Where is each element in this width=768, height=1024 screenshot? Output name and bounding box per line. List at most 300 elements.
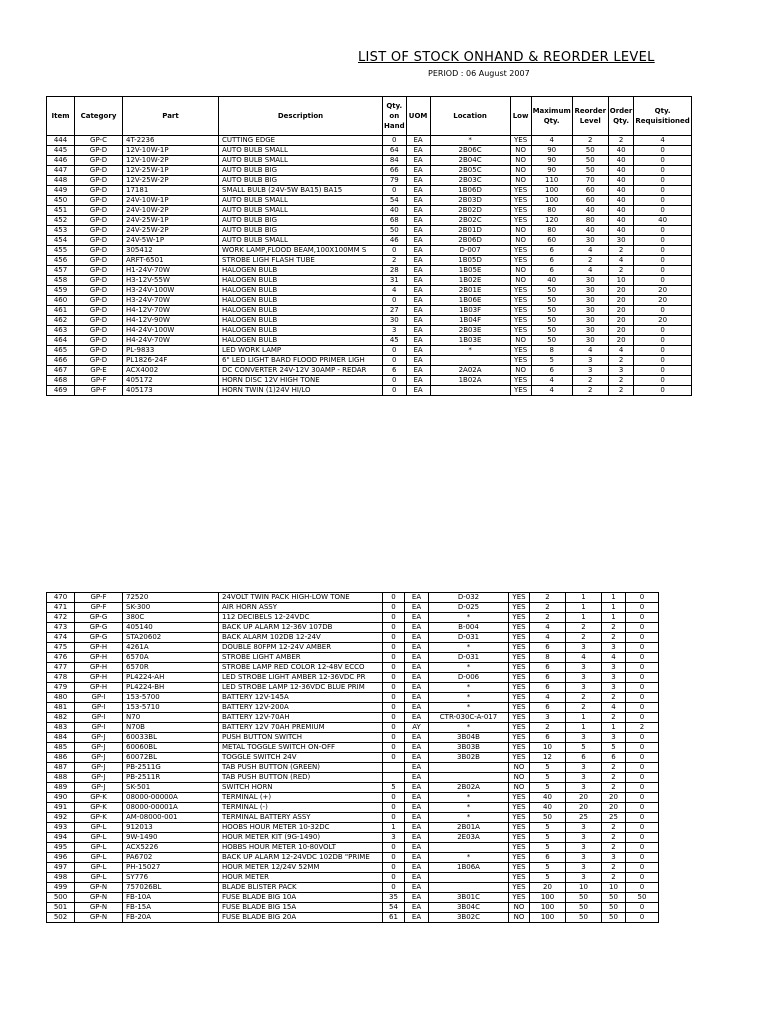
cell-order-qty: 1 xyxy=(602,593,626,603)
cell-low: YES xyxy=(510,186,531,196)
cell-category: GP-I xyxy=(75,693,123,703)
cell-category: GP-C xyxy=(75,136,123,146)
cell-low: YES xyxy=(510,326,531,336)
cell-qty-on-hand: 0 xyxy=(383,136,407,146)
cell-category: GP-L xyxy=(75,843,123,853)
cell-uom: EA xyxy=(405,633,429,643)
cell-part: 24V-25W-2P xyxy=(123,226,219,236)
cell-order-qty: 20 xyxy=(608,286,634,296)
cell-item: 449 xyxy=(47,186,75,196)
cell-order-qty: 3 xyxy=(602,673,626,683)
cell-reorder-level: 2 xyxy=(572,376,608,386)
cell-description: AUTO BULB SMALL xyxy=(219,206,383,216)
cell-description: HORN TWIN (1)24V HI/LO xyxy=(219,386,383,396)
table-row xyxy=(47,336,692,346)
cell-part: 24V-25W-1P xyxy=(123,216,219,226)
cell-reorder-level: 2 xyxy=(566,633,602,643)
cell-maximum-qty: 4 xyxy=(530,693,566,703)
cell-low: YES xyxy=(509,843,530,853)
cell-description: PUSH BUTTON SWITCH xyxy=(219,733,383,743)
cell-item: 485 xyxy=(47,743,75,753)
cell-description: FUSE BLADE BIG 20A xyxy=(219,913,383,923)
cell-item: 480 xyxy=(47,693,75,703)
cell-item: 493 xyxy=(47,823,75,833)
cell-description: HALOGEN BULB xyxy=(219,276,383,286)
column-header-qty-on-hand: Qty. on Hand xyxy=(383,97,407,136)
cell-low: NO xyxy=(510,146,531,156)
cell-location: D-006 xyxy=(429,673,509,683)
cell-location: 2B03C xyxy=(430,176,510,186)
cell-qty-on-hand: 61 xyxy=(383,913,405,923)
cell-category: GP-D xyxy=(75,166,123,176)
cell-uom: EA xyxy=(406,286,430,296)
table-header-row xyxy=(47,97,692,136)
cell-qty-on-hand: 0 xyxy=(383,743,405,753)
cell-low: YES xyxy=(509,643,530,653)
cell-category: GP-D xyxy=(75,256,123,266)
cell-uom: EA xyxy=(405,843,429,853)
cell-location: * xyxy=(429,693,509,703)
cell-maximum-qty: 50 xyxy=(531,306,572,316)
cell-order-qty: 25 xyxy=(602,813,626,823)
cell-low: YES xyxy=(509,673,530,683)
cell-uom: EA xyxy=(406,156,430,166)
table-row xyxy=(47,883,659,893)
cell-category: GP-D xyxy=(75,186,123,196)
cell-category: GP-J xyxy=(75,733,123,743)
cell-qty-requisitioned: 0 xyxy=(626,873,659,883)
cell-description: HALOGEN BULB xyxy=(219,306,383,316)
cell-qty-requisitioned: 0 xyxy=(626,683,659,693)
cell-low: YES xyxy=(509,893,530,903)
cell-order-qty: 40 xyxy=(608,206,634,216)
cell-order-qty: 20 xyxy=(602,803,626,813)
cell-order-qty: 2 xyxy=(608,376,634,386)
cell-qty-on-hand: 0 xyxy=(383,356,407,366)
cell-maximum-qty: 6 xyxy=(530,663,566,673)
cell-part: 6570R xyxy=(123,663,219,673)
cell-low: YES xyxy=(509,683,530,693)
cell-uom: EA xyxy=(405,733,429,743)
cell-location: 2B02C xyxy=(430,216,510,226)
cell-part: ACX5226 xyxy=(123,843,219,853)
cell-description: HALOGEN BULB xyxy=(219,266,383,276)
cell-location: 3B03B xyxy=(429,743,509,753)
cell-part: PL-9833 xyxy=(123,346,219,356)
cell-reorder-level: 40 xyxy=(572,206,608,216)
cell-part: 305412 xyxy=(123,246,219,256)
cell-reorder-level: 2 xyxy=(572,386,608,396)
cell-uom: EA xyxy=(406,346,430,356)
cell-uom: EA xyxy=(406,376,430,386)
cell-category: GP-J xyxy=(75,783,123,793)
cell-category: GP-D xyxy=(75,286,123,296)
cell-qty-requisitioned: 0 xyxy=(626,833,659,843)
cell-part: SK-300 xyxy=(123,603,219,613)
cell-low: YES xyxy=(510,376,531,386)
cell-category: GP-D xyxy=(75,216,123,226)
cell-qty-on-hand: 4 xyxy=(383,286,407,296)
cell-category: GP-D xyxy=(75,246,123,256)
cell-order-qty: 5 xyxy=(602,743,626,753)
cell-order-qty: 40 xyxy=(608,196,634,206)
table-row xyxy=(47,773,659,783)
cell-uom: EA xyxy=(405,803,429,813)
cell-order-qty: 30 xyxy=(608,236,634,246)
table-row xyxy=(47,196,692,206)
cell-reorder-level: 30 xyxy=(572,306,608,316)
cell-reorder-level: 2 xyxy=(572,256,608,266)
cell-category: GP-D xyxy=(75,196,123,206)
cell-item: 484 xyxy=(47,733,75,743)
cell-description: HOBBS HOUR METER 10-80VOLT xyxy=(219,843,383,853)
cell-uom: EA xyxy=(405,643,429,653)
cell-uom: EA xyxy=(405,773,429,783)
cell-maximum-qty: 8 xyxy=(531,346,572,356)
cell-uom: EA xyxy=(406,256,430,266)
cell-part: 6570A xyxy=(123,653,219,663)
cell-reorder-level: 4 xyxy=(566,653,602,663)
column-header-order-qty: Order Qty. xyxy=(608,97,634,136)
column-header-maximum-qty: Maximum Qty. xyxy=(531,97,572,136)
cell-uom: EA xyxy=(406,276,430,286)
cell-location: 1B03F xyxy=(430,306,510,316)
cell-category: GP-J xyxy=(75,763,123,773)
cell-reorder-level: 1 xyxy=(566,713,602,723)
table-row xyxy=(47,176,692,186)
table-row xyxy=(47,316,692,326)
cell-description: STROBE LIGHT AMBER xyxy=(219,653,383,663)
cell-qty-requisitioned: 0 xyxy=(634,306,691,316)
cell-part: 405173 xyxy=(123,386,219,396)
cell-qty-requisitioned: 0 xyxy=(626,643,659,653)
table-row xyxy=(47,166,692,176)
cell-order-qty: 4 xyxy=(608,256,634,266)
page-title: LIST OF STOCK ONHAND & REORDER LEVEL xyxy=(358,50,655,65)
table-row xyxy=(47,136,692,146)
cell-reorder-level: 3 xyxy=(566,673,602,683)
cell-part: 08000-00000A xyxy=(123,793,219,803)
cell-location xyxy=(429,873,509,883)
cell-qty-on-hand: 66 xyxy=(383,166,407,176)
cell-uom: EA xyxy=(406,236,430,246)
cell-part: H3-12V-55W xyxy=(123,276,219,286)
table-row xyxy=(47,643,659,653)
cell-location: 2B01D xyxy=(430,226,510,236)
cell-qty-requisitioned: 0 xyxy=(626,743,659,753)
cell-item: 498 xyxy=(47,873,75,883)
cell-item: 458 xyxy=(47,276,75,286)
cell-description: HALOGEN BULB xyxy=(219,326,383,336)
cell-low: YES xyxy=(510,256,531,266)
table-row xyxy=(47,873,659,883)
cell-low: YES xyxy=(510,196,531,206)
cell-qty-on-hand: 79 xyxy=(383,176,407,186)
cell-qty-requisitioned: 50 xyxy=(626,893,659,903)
report-period: PERIOD : 06 August 2007 xyxy=(428,69,530,78)
cell-location: 2B06D xyxy=(430,236,510,246)
cell-category: GP-D xyxy=(75,356,123,366)
table-row xyxy=(47,713,659,723)
cell-qty-on-hand: 0 xyxy=(383,623,405,633)
cell-maximum-qty: 6 xyxy=(530,733,566,743)
cell-category: GP-I xyxy=(75,703,123,713)
table-row xyxy=(47,753,659,763)
cell-description: DOUBLE 80FPM 12-24V AMBER xyxy=(219,643,383,653)
cell-location: 2B01E xyxy=(430,286,510,296)
cell-reorder-level: 3 xyxy=(572,366,608,376)
cell-description: HOOBS HOUR METER 10-32DC xyxy=(219,823,383,833)
cell-qty-on-hand: 2 xyxy=(383,256,407,266)
cell-qty-on-hand: 0 xyxy=(383,296,407,306)
cell-qty-requisitioned: 0 xyxy=(626,913,659,923)
cell-order-qty: 2 xyxy=(602,863,626,873)
cell-maximum-qty: 100 xyxy=(530,903,566,913)
cell-uom: EA xyxy=(405,823,429,833)
cell-category: GP-H xyxy=(75,663,123,673)
cell-order-qty: 2 xyxy=(602,783,626,793)
cell-low: NO xyxy=(510,176,531,186)
table-row xyxy=(47,206,692,216)
cell-location: * xyxy=(429,853,509,863)
cell-location: 2A02A xyxy=(430,366,510,376)
cell-reorder-level: 3 xyxy=(566,833,602,843)
cell-qty-requisitioned: 0 xyxy=(626,763,659,773)
column-header-qty-requisitioned: Qty. Requisitioned xyxy=(634,97,691,136)
cell-description: AUTO BULB SMALL xyxy=(219,196,383,206)
table-row xyxy=(47,156,692,166)
cell-uom: EA xyxy=(406,386,430,396)
cell-qty-requisitioned: 0 xyxy=(626,773,659,783)
cell-reorder-level: 60 xyxy=(572,186,608,196)
cell-description: BATTERY 12V 70AH PREMIUM xyxy=(219,723,383,733)
cell-qty-on-hand: 3 xyxy=(383,833,405,843)
cell-order-qty: 3 xyxy=(608,366,634,376)
cell-category: GP-L xyxy=(75,873,123,883)
cell-category: GP-D xyxy=(75,236,123,246)
cell-category: GP-N xyxy=(75,903,123,913)
table-row xyxy=(47,256,692,266)
cell-description: FUSE BLADE BIG 10A xyxy=(219,893,383,903)
cell-qty-requisitioned: 40 xyxy=(634,216,691,226)
cell-low: YES xyxy=(510,246,531,256)
cell-order-qty: 1 xyxy=(602,613,626,623)
cell-uom: EA xyxy=(406,366,430,376)
cell-qty-on-hand: 0 xyxy=(383,186,407,196)
cell-part: FB-15A xyxy=(123,903,219,913)
table-row xyxy=(47,593,659,603)
cell-qty-on-hand: 0 xyxy=(383,603,405,613)
cell-reorder-level: 30 xyxy=(572,236,608,246)
cell-uom: EA xyxy=(406,176,430,186)
cell-description: STROBE LIGH FLASH TUBE xyxy=(219,256,383,266)
cell-qty-requisitioned: 0 xyxy=(626,593,659,603)
cell-qty-on-hand: 0 xyxy=(383,713,405,723)
cell-low: NO xyxy=(510,236,531,246)
cell-maximum-qty: 2 xyxy=(530,613,566,623)
cell-qty-on-hand: 31 xyxy=(383,276,407,286)
cell-description: STROBE LAMP RED COLOR 12-48V ECCO xyxy=(219,663,383,673)
cell-description: BACK UP ALARM 12-24VDC 102DB "PRIME xyxy=(219,853,383,863)
cell-location: 3B02C xyxy=(429,913,509,923)
cell-part: 153-5710 xyxy=(123,703,219,713)
cell-category: GP-L xyxy=(75,833,123,843)
cell-part: 757026BL xyxy=(123,883,219,893)
cell-reorder-level: 4 xyxy=(572,266,608,276)
cell-qty-requisitioned: 0 xyxy=(634,196,691,206)
cell-order-qty: 2 xyxy=(608,136,634,146)
cell-location: 2B03D xyxy=(430,196,510,206)
cell-order-qty: 20 xyxy=(608,306,634,316)
cell-order-qty: 2 xyxy=(608,356,634,366)
cell-reorder-level: 60 xyxy=(572,196,608,206)
cell-uom: EA xyxy=(405,763,429,773)
cell-low: NO xyxy=(509,783,530,793)
table-row xyxy=(47,783,659,793)
cell-uom: EA xyxy=(405,883,429,893)
stock-table-lower xyxy=(46,592,659,923)
cell-order-qty: 40 xyxy=(608,166,634,176)
cell-description: BATTERY 12V-70AH xyxy=(219,713,383,723)
cell-part: 4261A xyxy=(123,643,219,653)
cell-qty-on-hand: 84 xyxy=(383,156,407,166)
cell-maximum-qty: 4 xyxy=(530,633,566,643)
cell-item: 476 xyxy=(47,653,75,663)
cell-uom: EA xyxy=(405,853,429,863)
cell-uom: EA xyxy=(406,186,430,196)
cell-low: YES xyxy=(509,803,530,813)
cell-uom: EA xyxy=(406,166,430,176)
cell-location: * xyxy=(430,136,510,146)
cell-order-qty: 2 xyxy=(602,633,626,643)
cell-item: 463 xyxy=(47,326,75,336)
cell-reorder-level: 50 xyxy=(566,913,602,923)
cell-qty-requisitioned: 0 xyxy=(634,176,691,186)
cell-maximum-qty: 50 xyxy=(531,326,572,336)
cell-part: 405140 xyxy=(123,623,219,633)
cell-qty-on-hand: 3 xyxy=(383,326,407,336)
cell-qty-on-hand: 54 xyxy=(383,903,405,913)
cell-uom: EA xyxy=(405,613,429,623)
cell-order-qty: 6 xyxy=(602,753,626,763)
cell-uom: EA xyxy=(405,713,429,723)
cell-item: 464 xyxy=(47,336,75,346)
cell-description: LED STROBE LIGHT AMBER 12-36VDC PR xyxy=(219,673,383,683)
cell-part: H4-24V-70W xyxy=(123,336,219,346)
cell-item: 446 xyxy=(47,156,75,166)
cell-low: YES xyxy=(510,316,531,326)
table-row xyxy=(47,693,659,703)
cell-location: D-025 xyxy=(429,603,509,613)
cell-item: 491 xyxy=(47,803,75,813)
cell-maximum-qty: 90 xyxy=(531,156,572,166)
cell-qty-requisitioned: 0 xyxy=(634,386,691,396)
cell-maximum-qty: 5 xyxy=(530,783,566,793)
cell-location: 1B06A xyxy=(429,863,509,873)
cell-part: AM-08000-001 xyxy=(123,813,219,823)
table-row xyxy=(47,366,692,376)
cell-category: GP-L xyxy=(75,823,123,833)
cell-maximum-qty: 6 xyxy=(531,246,572,256)
cell-qty-requisitioned: 0 xyxy=(634,266,691,276)
cell-qty-requisitioned: 2 xyxy=(626,723,659,733)
cell-qty-requisitioned: 0 xyxy=(626,883,659,893)
cell-reorder-level: 2 xyxy=(572,136,608,146)
cell-reorder-level: 1 xyxy=(566,593,602,603)
cell-maximum-qty: 5 xyxy=(531,356,572,366)
cell-low: NO xyxy=(509,913,530,923)
cell-category: GP-H xyxy=(75,673,123,683)
cell-maximum-qty: 4 xyxy=(530,623,566,633)
cell-category: GP-D xyxy=(75,346,123,356)
cell-location: D-031 xyxy=(429,633,509,643)
cell-low: YES xyxy=(509,653,530,663)
cell-maximum-qty: 4 xyxy=(531,136,572,146)
cell-qty-on-hand: 1 xyxy=(383,823,405,833)
cell-order-qty: 20 xyxy=(608,326,634,336)
cell-reorder-level: 20 xyxy=(566,793,602,803)
cell-low: YES xyxy=(510,286,531,296)
cell-reorder-level: 30 xyxy=(572,316,608,326)
table-row xyxy=(47,723,659,733)
cell-category: GP-N xyxy=(75,893,123,903)
cell-reorder-level: 3 xyxy=(566,663,602,673)
cell-order-qty: 40 xyxy=(608,186,634,196)
cell-low: YES xyxy=(510,356,531,366)
cell-reorder-level: 30 xyxy=(572,296,608,306)
cell-qty-on-hand: 0 xyxy=(383,643,405,653)
cell-part: FB-10A xyxy=(123,893,219,903)
cell-reorder-level: 6 xyxy=(566,753,602,763)
cell-description: HOUR METER KIT (9G-1490) xyxy=(219,833,383,843)
cell-category: GP-K xyxy=(75,813,123,823)
cell-item: 471 xyxy=(47,603,75,613)
cell-uom: EA xyxy=(406,246,430,256)
cell-item: 450 xyxy=(47,196,75,206)
cell-description: AUTO BULB BIG xyxy=(219,166,383,176)
cell-order-qty: 3 xyxy=(602,643,626,653)
cell-part: PL1826-24F xyxy=(123,356,219,366)
cell-item: 492 xyxy=(47,813,75,823)
column-header-uom: UOM xyxy=(406,97,430,136)
cell-location: * xyxy=(430,346,510,356)
cell-order-qty: 40 xyxy=(608,226,634,236)
cell-reorder-level: 80 xyxy=(572,216,608,226)
cell-uom: EA xyxy=(406,336,430,346)
cell-uom: EA xyxy=(405,603,429,613)
cell-low: YES xyxy=(509,823,530,833)
cell-location xyxy=(429,883,509,893)
cell-qty-requisitioned: 0 xyxy=(626,613,659,623)
cell-order-qty: 20 xyxy=(608,316,634,326)
cell-category: GP-H xyxy=(75,683,123,693)
cell-qty-requisitioned: 0 xyxy=(634,356,691,366)
cell-maximum-qty: 5 xyxy=(530,763,566,773)
table-row xyxy=(47,893,659,903)
cell-qty-on-hand: 0 xyxy=(383,683,405,693)
cell-description: 6" LED LIGHT BARD FLOOD PRIMER LIGH xyxy=(219,356,383,366)
cell-item: 451 xyxy=(47,206,75,216)
cell-part: H4-24V-100W xyxy=(123,326,219,336)
cell-order-qty: 40 xyxy=(608,156,634,166)
cell-category: GP-D xyxy=(75,146,123,156)
cell-category: GP-N xyxy=(75,913,123,923)
cell-order-qty: 20 xyxy=(602,793,626,803)
table-row xyxy=(47,146,692,156)
cell-description: HORN DISC 12V HIGH TONE xyxy=(219,376,383,386)
cell-low: YES xyxy=(509,703,530,713)
cell-uom: EA xyxy=(405,683,429,693)
